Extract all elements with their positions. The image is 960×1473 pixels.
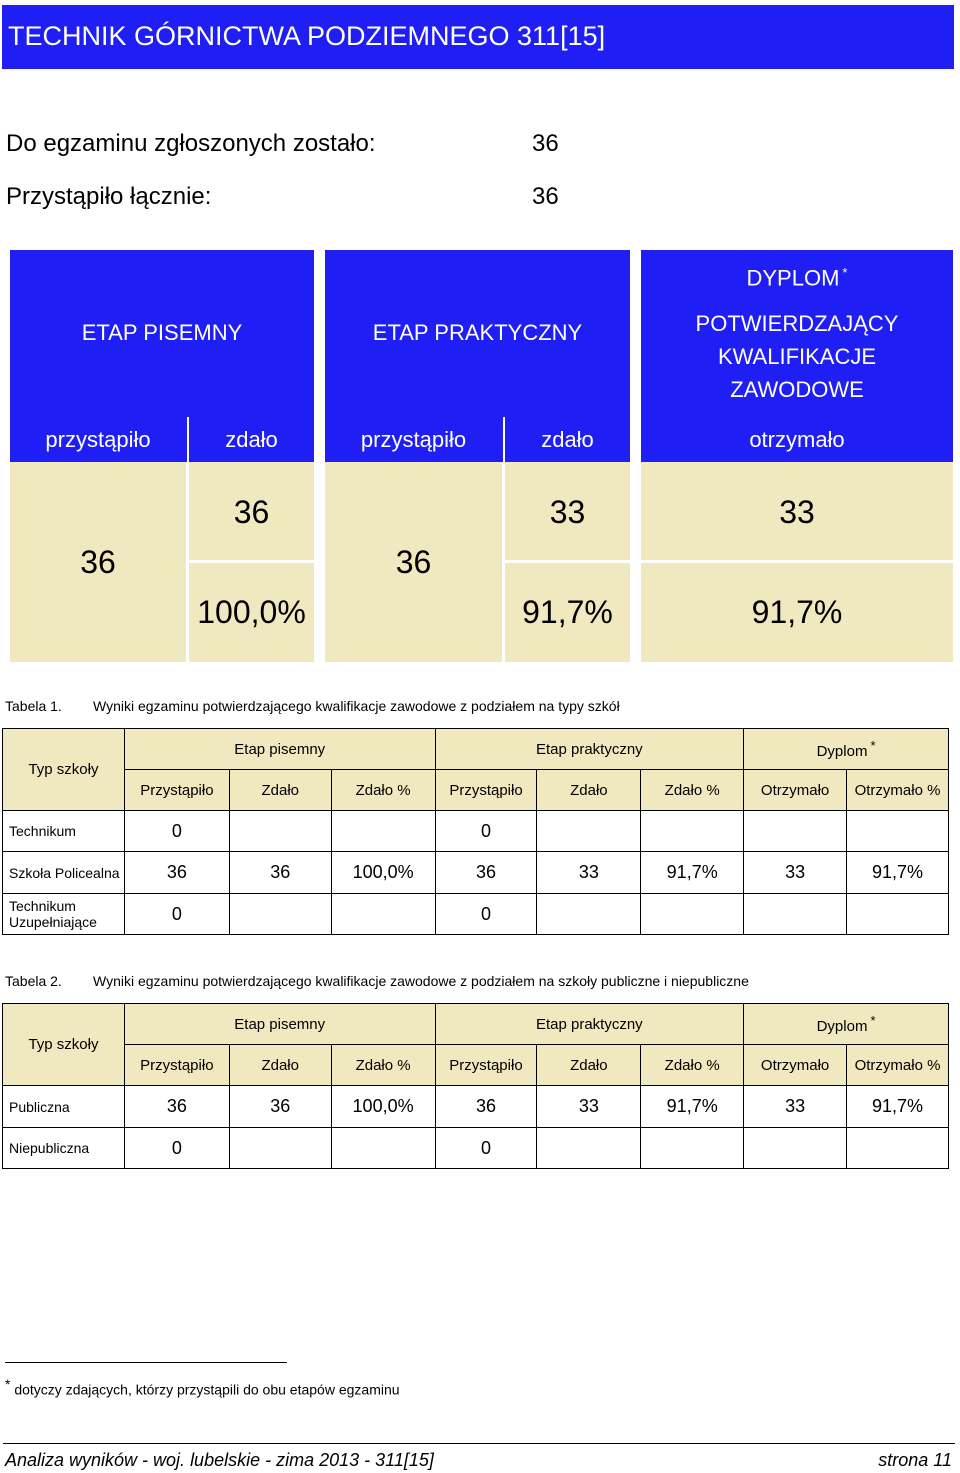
table-cell bbox=[537, 1128, 641, 1169]
table-cell bbox=[641, 811, 744, 852]
table-cell bbox=[331, 1128, 435, 1169]
table1 bbox=[2, 728, 949, 935]
table-cell: 91,7% bbox=[847, 1086, 949, 1128]
table-cell: 100,0% bbox=[331, 1086, 435, 1128]
table-row bbox=[3, 1086, 949, 1128]
table-cell bbox=[537, 811, 641, 852]
diploma-title bbox=[641, 265, 953, 291]
table1-col-header: Przystąpiło bbox=[124, 770, 229, 811]
diploma-received-pct-value: 91,7% bbox=[751, 594, 843, 630]
footer-right: strona 11 bbox=[878, 1450, 952, 1470]
table2-col-header: Zdało bbox=[537, 1045, 641, 1086]
diploma-sub1: POTWIERDZAJĄCY bbox=[695, 311, 899, 336]
registered-label: Do egzaminu zgłoszonych zostało: bbox=[6, 130, 376, 157]
row-label: Publiczna bbox=[3, 1086, 125, 1128]
table1-header-diploma-text: Dyplom bbox=[816, 743, 868, 760]
written-joined-label: przystąpiło bbox=[45, 427, 151, 452]
footer-left: Analiza wyników - woj. lubelskie - zima 2013 - 311[15] bbox=[5, 1450, 434, 1470]
practical-passed-label: zdało bbox=[541, 427, 594, 452]
diploma-sub3: ZAWODOWE bbox=[730, 377, 864, 402]
table-cell: 33 bbox=[744, 1086, 847, 1128]
table1-header-diploma-star: * bbox=[870, 738, 876, 753]
table-cell: 0 bbox=[435, 1128, 537, 1169]
table-cell: 0 bbox=[124, 894, 229, 935]
table-cell: 91,7% bbox=[847, 852, 949, 894]
table-cell: 33 bbox=[744, 852, 847, 894]
table-cell bbox=[847, 894, 949, 935]
footnote-star: * bbox=[5, 1376, 11, 1392]
table-cell: 0 bbox=[124, 811, 229, 852]
table2-col-header: Przystąpiło bbox=[435, 1045, 537, 1086]
diploma-star: * bbox=[842, 265, 848, 280]
table1-col-header: Zdało bbox=[229, 770, 331, 811]
table-cell: 91,7% bbox=[641, 852, 744, 894]
table-cell bbox=[537, 894, 641, 935]
table-row bbox=[3, 852, 949, 894]
table-cell: 0 bbox=[124, 1128, 229, 1169]
table1-col-header: Zdało % bbox=[641, 770, 744, 811]
diploma-received-label: otrzymało bbox=[749, 427, 845, 452]
diploma-received-value: 33 bbox=[779, 494, 815, 530]
table2-header-practical: Etap praktyczny bbox=[435, 1004, 744, 1045]
table-cell: 0 bbox=[435, 894, 537, 935]
table1-col-header: Zdało bbox=[537, 770, 641, 811]
practical-passed-pct-value: 91,7% bbox=[522, 594, 613, 630]
practical-passed-value: 33 bbox=[549, 494, 586, 530]
table2-header-diploma-text: Dyplom bbox=[816, 1018, 868, 1035]
table-cell: 36 bbox=[435, 852, 537, 894]
table1-col-header: Zdało % bbox=[331, 770, 435, 811]
table-cell bbox=[331, 811, 435, 852]
table-cell: 36 bbox=[435, 1086, 537, 1128]
table2-col-header: Otrzymało % bbox=[847, 1045, 949, 1086]
table1-header-practical: Etap praktyczny bbox=[435, 729, 744, 770]
joined-label: Przystąpiło łącznie: bbox=[6, 183, 212, 210]
table2-header-diploma-star: * bbox=[870, 1013, 876, 1028]
table2-header-diploma bbox=[744, 1004, 949, 1045]
table1-col-header: Otrzymało bbox=[744, 770, 847, 811]
table-cell bbox=[229, 894, 331, 935]
diploma-sub2: KWALIFIKACJE bbox=[717, 344, 877, 369]
written-title: ETAP PISEMNY bbox=[81, 320, 243, 345]
table-cell bbox=[744, 811, 847, 852]
table-cell bbox=[641, 894, 744, 935]
table2-col-header: Zdało % bbox=[641, 1045, 744, 1086]
written-joined-value: 36 bbox=[80, 544, 116, 580]
table1-header-written: Etap pisemny bbox=[124, 729, 435, 770]
row-label: Technikum Uzupełniające bbox=[3, 894, 125, 935]
table1-caption-num: Tabela 1. bbox=[5, 698, 62, 714]
table2 bbox=[2, 1003, 949, 1169]
table2-caption-text: Wyniki egzaminu potwierdzającego kwalifikacje zawodowe z podziałem na szkoły publiczne i niepubliczne bbox=[93, 973, 749, 989]
written-passed-pct-value: 100,0% bbox=[197, 594, 306, 630]
footnote bbox=[5, 1376, 400, 1398]
joined-value: 36 bbox=[532, 183, 559, 210]
table1-caption-text: Wyniki egzaminu potwierdzającego kwalifikacje zawodowe z podziałem na typy szkół bbox=[93, 698, 620, 714]
table-row bbox=[3, 811, 949, 852]
row-label: Szkoła Policealna bbox=[3, 852, 125, 894]
table-cell: 33 bbox=[537, 852, 641, 894]
diploma-title-text: DYPLOM bbox=[746, 265, 840, 291]
table-cell: 33 bbox=[537, 1086, 641, 1128]
title-bar bbox=[2, 5, 954, 69]
table2-col-header: Zdało % bbox=[331, 1045, 435, 1086]
footnote-separator bbox=[5, 1362, 287, 1363]
table2-col-header: Otrzymało bbox=[744, 1045, 847, 1086]
table2-col-header: Przystąpiło bbox=[124, 1045, 229, 1086]
practical-joined-label: przystąpiło bbox=[360, 427, 467, 452]
footer-separator bbox=[3, 1443, 955, 1444]
table-cell bbox=[331, 894, 435, 935]
row-label: Niepubliczna bbox=[3, 1128, 125, 1169]
table-cell: 36 bbox=[124, 852, 229, 894]
table1-col-header: Otrzymało % bbox=[847, 770, 949, 811]
table2-col-header: Zdało bbox=[229, 1045, 331, 1086]
registered-value: 36 bbox=[532, 130, 559, 157]
practical-title: ETAP PRAKTYCZNY bbox=[372, 320, 583, 345]
table-cell bbox=[641, 1128, 744, 1169]
table-cell: 36 bbox=[229, 1086, 331, 1128]
practical-joined-value: 36 bbox=[395, 544, 432, 580]
table1-header-diploma bbox=[744, 729, 949, 770]
written-passed-label: zdało bbox=[225, 427, 278, 452]
table-row bbox=[3, 1128, 949, 1169]
written-passed-value: 36 bbox=[233, 494, 270, 530]
table-cell: 36 bbox=[124, 1086, 229, 1128]
table2-caption-num: Tabela 2. bbox=[5, 973, 62, 989]
table-cell: 0 bbox=[435, 811, 537, 852]
footnote-text: dotyczy zdających, którzy przystąpili do obu etapów egzaminu bbox=[14, 1381, 400, 1398]
table-cell bbox=[229, 811, 331, 852]
table-cell bbox=[744, 894, 847, 935]
table-cell bbox=[847, 811, 949, 852]
table-cell bbox=[847, 1128, 949, 1169]
table-row bbox=[3, 894, 949, 935]
table-cell: 36 bbox=[229, 852, 331, 894]
page-title: TECHNIK GÓRNICTWA PODZIEMNEGO 311[15] bbox=[8, 21, 606, 51]
table2-header-school-type: Typ szkoły bbox=[3, 1004, 125, 1086]
table-cell bbox=[744, 1128, 847, 1169]
row-label: Technikum bbox=[3, 811, 125, 852]
table-cell: 100,0% bbox=[331, 852, 435, 894]
table2-header-written: Etap pisemny bbox=[124, 1004, 435, 1045]
table-cell bbox=[229, 1128, 331, 1169]
table1-col-header: Przystąpiło bbox=[435, 770, 537, 811]
table-cell: 91,7% bbox=[641, 1086, 744, 1128]
table1-header-school-type: Typ szkoły bbox=[3, 729, 125, 811]
